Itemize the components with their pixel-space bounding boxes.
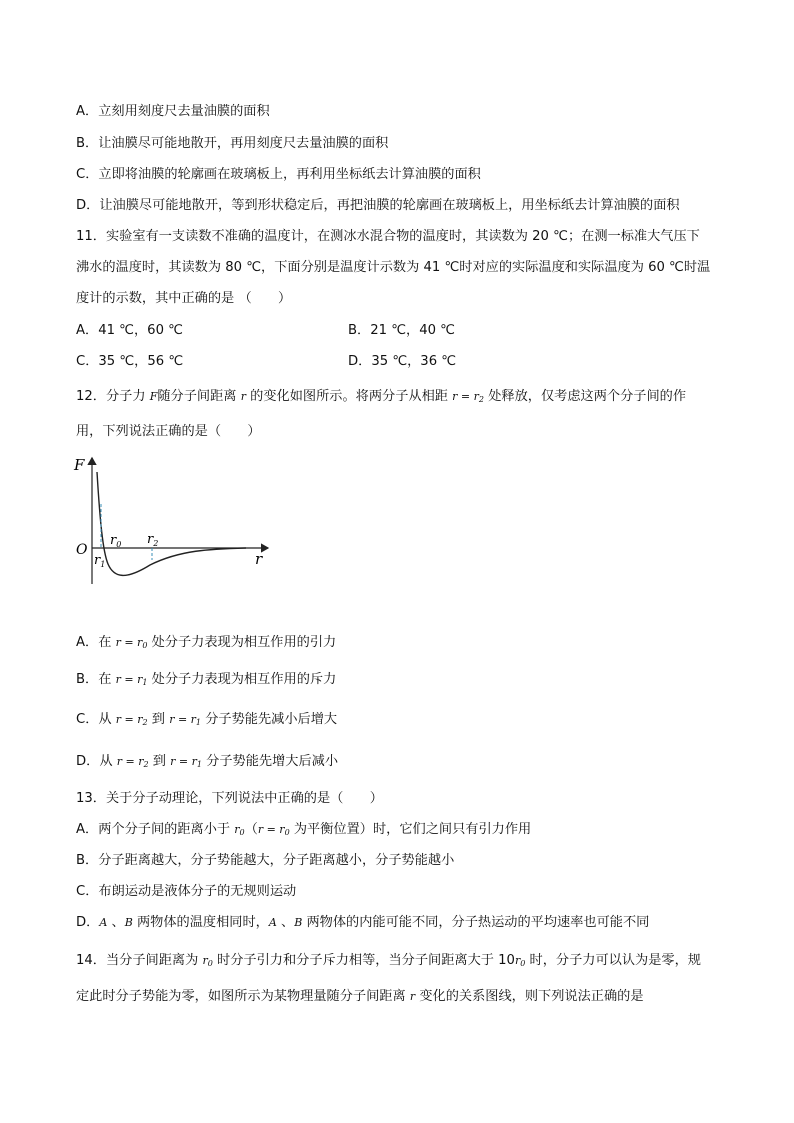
origin-label: O — [76, 542, 88, 558]
force-distance-graph — [70, 452, 280, 592]
q10-option-d: D．让油膜尽可能地散开，等到形状稳定后，再把油膜的轮廓画在玻璃板上，用坐标纸去计算油膜的面积 — [76, 198, 680, 213]
q12-option-a: A．在 $r = r_0$ 处分子力表现为相互作用的引力 — [76, 635, 337, 650]
q13-option-b: B．分子距离越大，分子势能越大，分子距离越小，分子势能越小 — [76, 853, 455, 868]
x-axis-label: r — [255, 550, 263, 568]
q13-option-c: C．布朗运动是液体分子的无规则运动 — [76, 884, 297, 899]
q13-stem: 13．关于分子动理论，下列说法中正确的是（ ） — [76, 791, 383, 806]
q11-stem-line-3: 度计的示数，其中正确的是 （ ） — [76, 291, 292, 306]
q14-stem-line-2: 定此时分子势能为零，如图所示为某物理量随分子间距离 r 变化的关系图线，则下列说法正确的是 — [76, 989, 644, 1004]
q12-stem-line-2: 用，下列说法正确的是（ ） — [76, 424, 261, 439]
q11-option-c: C．35 ℃，56 ℃ — [76, 354, 184, 369]
y-axis-label: F — [74, 456, 85, 474]
q11-option-a: A．41 ℃，60 ℃ — [76, 323, 183, 338]
q10-option-b: B．让油膜尽可能地散开，再用刻度尺去量油膜的面积 — [76, 136, 389, 151]
q12-stem-line-1: 12．分子力 F随分子间距离 r 的变化如图所示。将两分子从相距 $r = r_2$ 处释放，仅考虑这两个分子间的作 — [76, 389, 687, 404]
r0-label: $r_0$ — [110, 533, 122, 549]
q13-option-a: A．两个分子间的距离小于 $r_0(r = r_0$ 为平衡位置）时，它们之间只有引力作用 — [76, 822, 532, 837]
q12-option-d: D．从 $r = r_2$ 到 $r = r_1$ 分子势能先增大后减小 — [76, 754, 339, 769]
r2-label: $r_2$ — [147, 532, 159, 548]
q12-option-c: C．从 $r = r_2$ 到 $r = r_1$ 分子势能先减小后增大 — [76, 712, 338, 727]
force-curve — [97, 472, 246, 575]
r1-label: $r_1$ — [94, 553, 106, 569]
q11-option-d: D．35 ℃，36 ℃ — [348, 354, 457, 369]
q10-option-c: C．立即将油膜的轮廓画在玻璃板上，再利用坐标纸去计算油膜的面积 — [76, 167, 481, 182]
q11-stem-line-2: 沸水的温度时，其读数为 80 ℃，下面分别是温度计示数为 41 ℃时对应的实际温度和实际温度为 60 ℃时温 — [76, 260, 711, 275]
q10-option-a: A．立刻用刻度尺去量油膜的面积 — [76, 104, 270, 119]
q11-stem-line-1: 11．实验室有一支读数不准确的温度计，在测冰水混合物的温度时，其读数为 20 ℃；在测一标准大气压下 — [76, 229, 700, 244]
q14-stem-line-1: 14．当分子间距离为 $r_0$ 时分子引力和分子斥力相等，当分子间距离大于 $10r_0$ 时，分子力可以认为是零，规 — [76, 953, 701, 968]
q12-option-b: B．在 $r = r_1$ 处分子力表现为相互作用的斥力 — [76, 672, 337, 687]
q11-option-b: B．21 ℃，40 ℃ — [348, 323, 455, 338]
q13-option-d: D．A 、B 两物体的温度相同时，A 、B 两物体的内能可能不同，分子热运动的平均速率也可能不同 — [76, 915, 650, 930]
